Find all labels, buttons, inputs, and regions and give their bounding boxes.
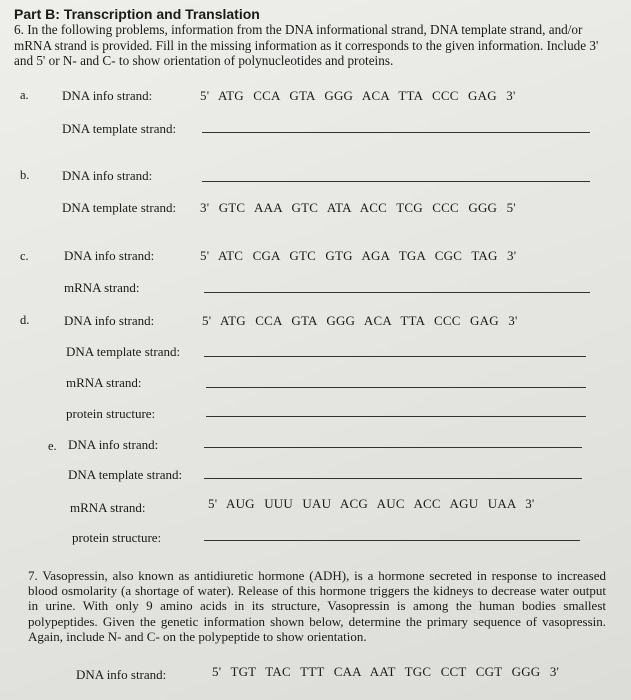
problem-e-template-blank[interactable] <box>204 478 582 479</box>
problem-d-template-label: DNA template strand: <box>66 344 181 359</box>
question-7-info-sequence: 5' TGT TAC TTT CAA AAT TGC CCT CGT GGG 3' <box>212 664 560 679</box>
problem-c-info-label: DNA info strand: <box>64 248 155 263</box>
problem-c-mrna-label: mRNA strand: <box>64 280 140 295</box>
problem-e-letter: e. <box>48 439 57 453</box>
problem-c-mrna-blank[interactable] <box>204 292 590 293</box>
problem-c-letter: c. <box>20 249 29 263</box>
problem-c-info-sequence: 5' ATC CGA GTC GTG AGA TGA CGC TAG 3' <box>200 248 517 263</box>
problem-e-mrna-sequence: 5' AUG UUU UAU ACG AUC ACC AGU UAA 3' <box>208 496 535 511</box>
problem-e-info-blank[interactable] <box>204 447 582 448</box>
problem-e-protein-blank[interactable] <box>204 540 580 541</box>
problem-d-protein-blank[interactable] <box>206 416 586 417</box>
problem-d-mrna-label: mRNA strand: <box>66 375 142 390</box>
problem-b-template-sequence: 3' GTC AAA GTC ATA ACC TCG CCC GGG 5' <box>200 200 516 215</box>
problem-d-letter: d. <box>20 313 30 327</box>
section-title: Part B: Transcription and Translation <box>14 6 260 22</box>
question-7-paragraph: 7. Vasopressin, also known as antidiuretic hormone (ADH), is a hormone secreted in response to increased blood osmolarity (a shortage of water). Release of this hormone triggers the kidneys to decrease water output in urine. With only 9 amino acids in its structure, Vasopressin is among the human bodies smallest polypeptides. Given the genetic information shown below, determine the primary sequence of vasopressin. Again, include N- and C- on the polypeptide to show orientation. <box>28 568 606 644</box>
problem-a-info-label: DNA info strand: <box>62 88 153 103</box>
problem-e-mrna-label: mRNA strand: <box>70 500 146 515</box>
question-7-info-label: DNA info strand: <box>76 667 167 682</box>
problem-b-info-blank[interactable] <box>202 181 590 182</box>
problem-b-info-label: DNA info strand: <box>62 168 153 183</box>
problem-a-template-label: DNA template strand: <box>62 121 177 136</box>
problem-d-template-blank[interactable] <box>204 356 586 357</box>
problem-e-template-label: DNA template strand: <box>68 467 183 482</box>
problem-d-protein-label: protein structure: <box>66 406 156 421</box>
problem-a-info-sequence: 5' ATG CCA GTA GGG ACA TTA CCC GAG 3' <box>200 88 516 103</box>
problem-d-info-sequence: 5' ATG CCA GTA GGG ACA TTA CCC GAG 3' <box>202 313 518 328</box>
problem-d-info-label: DNA info strand: <box>64 313 155 328</box>
problem-b-template-label: DNA template strand: <box>62 200 177 215</box>
problem-d-mrna-blank[interactable] <box>206 387 586 388</box>
problem-e-protein-label: protein structure: <box>72 530 162 545</box>
problem-a-template-blank[interactable] <box>202 132 590 133</box>
problem-a-letter: a. <box>20 88 29 102</box>
problem-e-info-label: DNA info strand: <box>68 437 159 452</box>
instructions-paragraph: 6. In the following problems, information from the DNA informational strand, DNA template strand, and/or mRNA strand is provided. Fill in the missing information as it corresponds to the given information. Include 3' and 5' or N- and C- to show orientation of polynucleotides and proteins. <box>14 22 599 68</box>
problem-b-letter: b. <box>20 168 30 182</box>
